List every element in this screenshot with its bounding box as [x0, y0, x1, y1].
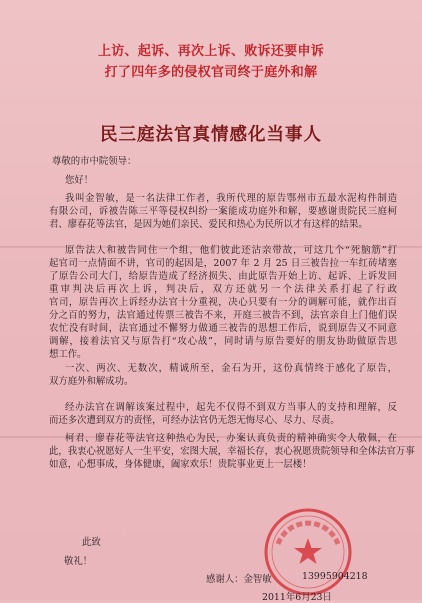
- salutation: 尊敬的市中院领导：: [52, 156, 137, 167]
- greeting: 您好！: [65, 175, 94, 186]
- letter-body-line: 有限公司，诉被告陈三平等侵权纠纷一案能成功庭外和解，要感谢贵院民三庭柯: [49, 206, 397, 217]
- official-seal-stamp: [260, 504, 356, 600]
- letter-body-line: 了原告公司大门，给原告造成了经济损失、由此原告开始上访、起诉、上诉发回: [49, 271, 397, 282]
- letter-body-line: 双方庭外和解成功。: [49, 376, 134, 387]
- closing-salute: 此致: [82, 537, 101, 548]
- letter-body-line: 原告法人和被告同住一个组，他们彼此还沾亲带故，可这几个“死脑筋”打: [65, 245, 397, 256]
- letter-body-line: 农忙没有时间，法官通过不懈努力做通三被告的思想工作后，说到原告又不同意: [49, 323, 397, 334]
- letter-body-line: 如意，心想事成，身体健康，阖家欢乐！贵院事业更上一层楼！: [49, 459, 312, 470]
- letter-body-line: 经办法官在调解该案过程中，起先不仅得不到双方当事人的支持和理解，反: [65, 402, 397, 413]
- letter-body-line: 而还多次遭到双方的责怪，可经办法官仍无怨无悔尽心、尽力、尽责。: [49, 415, 340, 426]
- letter-body-line: 柯君、廖春花等法官这种热心为民，办案认真负责的精神确实令人敬佩，在: [65, 433, 397, 444]
- subtitle-line-2: 打了四年多的侵权官司终于庭外和解: [104, 65, 318, 80]
- phone-number: 13995904218: [302, 571, 368, 582]
- signature: 感谢人：金智敏: [206, 574, 272, 585]
- letter-body-line: 分之百的努力，法官通过传票三被告不来，开庭三被告不到，法官亲自上门他们误: [49, 310, 397, 321]
- letter-body-line: 我叫金智敏，是一名法律工作者，我所代理的原告鄂州市五最水泥构件制造: [65, 193, 397, 204]
- letter-body-line: 想工作。: [49, 349, 87, 360]
- letter-body-line: 一次、两次、无数次，精诚所至，金石为开，这份真情终于感化了原告，: [65, 363, 397, 374]
- page-title: 民三庭法官真情感化当事人: [100, 125, 322, 145]
- letter-date: 2011年6月23日: [262, 592, 332, 603]
- letter-body-line: 起官司一点情面不讲，官司的起因是，2007 年 2 月 25 日三被告拉一车红砖堵塞: [49, 258, 397, 269]
- letter-body-line: 重审判决后再次上诉，判决后，双方还就另一个法律关系打起了行政: [49, 284, 397, 295]
- letter-body-line: 此，我衷心祝愿好人一生平安，宏图大展，幸福长存，衷心祝愿贵院领导和全体法官万事: [49, 446, 415, 457]
- letter-body-line: 官司，原告再次上诉经办法官十分重视，决心只要有一分的调解可能，就作出百: [49, 297, 397, 308]
- letter-body-line: 君、廖春花等法官，是因为她们亲民、爱民和热心为民所以才有这样的结果。: [49, 219, 368, 230]
- letter-body-line: 调解，接着法官又与原告打“攻心战”，同时请与原告要好的朋友协助做原告思: [49, 336, 397, 347]
- subtitle-line-1: 上访、起诉、再次上诉、败诉还要申诉: [97, 44, 325, 59]
- closing-regards: 敬礼！: [64, 556, 93, 567]
